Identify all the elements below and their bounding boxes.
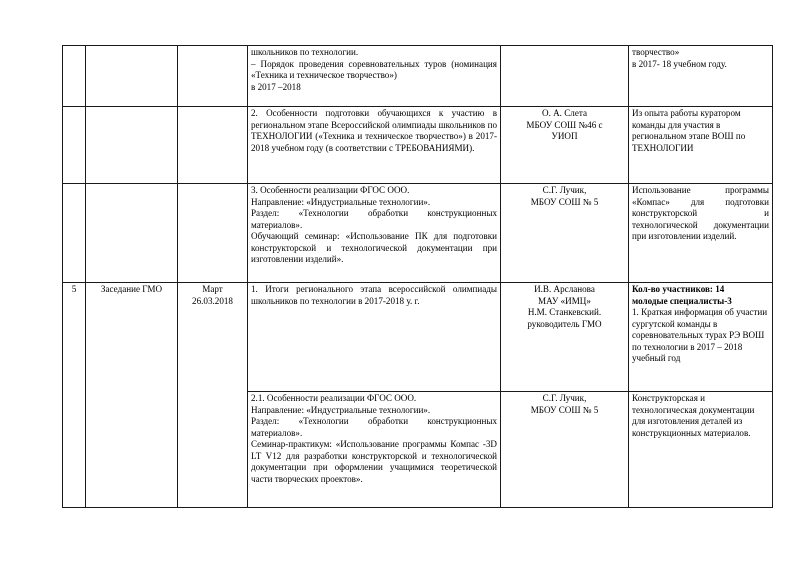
row-responsible-cell <box>501 107 629 184</box>
table-row <box>63 107 773 184</box>
theme-line: – Порядок проведения соревновательных туров (номинация «Техника и техническое творчество») <box>251 58 497 81</box>
row-date-month: Март <box>202 284 223 294</box>
table-row <box>63 46 773 107</box>
responsible-line: УИОП <box>551 131 578 142</box>
theme-line: 2. Особенности подготовки обучающихся к участию в региональном этапе Всероссийской олимпиады школьников по ТЕХНОЛОГИИ («Техника и техническое творчество») в 2017-2018 учебном году (в соответствии с ТРЕБОВАНИЯМИ). <box>251 108 497 153</box>
row-responsible-cell <box>501 283 629 392</box>
row-number-cell <box>63 46 86 107</box>
row-theme-cell <box>248 392 501 508</box>
row-date-cell <box>178 184 248 283</box>
row-result-cell <box>629 46 773 107</box>
row-result-cell <box>629 392 773 508</box>
row-date-full: 26.03.2018 <box>192 295 233 306</box>
result-line: творчество» <box>632 47 680 57</box>
result-line: Использование программы «Компас» для подготовки конструкторской и технологической документации при изготовлении изделий. <box>632 185 769 242</box>
row-result-cell <box>629 107 773 184</box>
row-theme-cell <box>248 184 501 283</box>
row-responsible-cell <box>501 392 629 508</box>
row-theme-cell <box>248 107 501 184</box>
row-result-cell <box>629 283 773 392</box>
participants-count: Кол-во участников: 14 <box>632 284 725 294</box>
responsible-line: И.В. Арсланова <box>534 284 595 294</box>
theme-line: Обучающий семинар: «Использование ПК для подготовки конструкторской и технологической документации при изготовлении изделий». <box>251 231 497 265</box>
theme-line: Раздел: «Технологии обработки конструкционных материалов». <box>251 416 497 438</box>
row-number-cell <box>63 184 86 283</box>
theme-line: Направление: «Индустриальные технологии». <box>251 196 431 207</box>
row-number: 5 <box>71 284 77 294</box>
result-line: Из опыта работы куратором команды для участия в региональном этапе ВОШ по ТЕХНОЛОГИИ <box>632 108 746 153</box>
responsible-line: МАУ «ИМЦ» <box>538 295 591 306</box>
result-line: в 2017- 18 учебном году. <box>632 58 727 69</box>
row-responsible-cell <box>501 46 629 107</box>
table-row <box>63 184 773 283</box>
responsible-line: МБОУ СОШ №46 с <box>526 119 603 130</box>
responsible-line: О. А. Слета <box>542 108 587 118</box>
row-theme-cell <box>248 46 501 107</box>
theme-line: школьников по технологии. <box>251 47 359 57</box>
result-line: Конструкторская и технологическая документации для изготовления деталей из конструкционных материалов. <box>632 393 755 438</box>
theme-line: 1. Итоги регионального этапа всероссийской олимпиады школьников по технологии в 2017-2018 у. г. <box>251 284 497 306</box>
row-form: Заседание ГМО <box>100 284 163 294</box>
responsible-line: МБОУ СОШ № 5 <box>530 196 599 207</box>
responsible-line: МБОУ СОШ № 5 <box>530 404 599 415</box>
row-date-cell <box>178 107 248 184</box>
table-row <box>63 283 773 392</box>
row-form-cell <box>86 283 178 508</box>
result-line: 1. Краткая информация об участии сургутской команды в соревновательных турах РЭ ВОШ по технологии в 2017 – 2018 учебный год <box>632 307 768 364</box>
row-number-cell <box>63 283 86 508</box>
responsible-line: Н.М. Станкевский. <box>527 307 602 318</box>
theme-line: 2.1. Особенности реализации ФГОС ООО. <box>251 393 417 403</box>
theme-line: Направление: «Индустриальные технологии». <box>251 404 431 415</box>
theme-line: Семинар-практикум: «Использование программы Компас -3D LT V12 для разработки конструкторской и технологической документации при оформлении учащимися теоретической части творческих проектов». <box>251 439 497 484</box>
row-form-cell <box>86 184 178 283</box>
theme-line: 3. Особенности реализации ФГОС ООО. <box>251 185 410 195</box>
row-date-cell <box>178 46 248 107</box>
responsible-line: руководитель ГМО <box>527 318 602 329</box>
row-result-cell <box>629 184 773 283</box>
row-theme-cell <box>248 283 501 392</box>
young-specialists-count: молодые специалисты-3 <box>632 295 732 306</box>
row-responsible-cell <box>501 184 629 283</box>
responsible-line: С.Г. Лучик, <box>542 393 587 403</box>
row-number-cell <box>63 107 86 184</box>
theme-line: Раздел: «Технологии обработки конструкционных материалов». <box>251 208 497 230</box>
responsible-line: С.Г. Лучик, <box>542 185 587 195</box>
theme-line: в 2017 –2018 <box>251 81 301 92</box>
row-form-cell <box>86 107 178 184</box>
row-date-cell <box>178 283 248 508</box>
activity-plan-table <box>62 45 773 508</box>
row-form-cell <box>86 46 178 107</box>
